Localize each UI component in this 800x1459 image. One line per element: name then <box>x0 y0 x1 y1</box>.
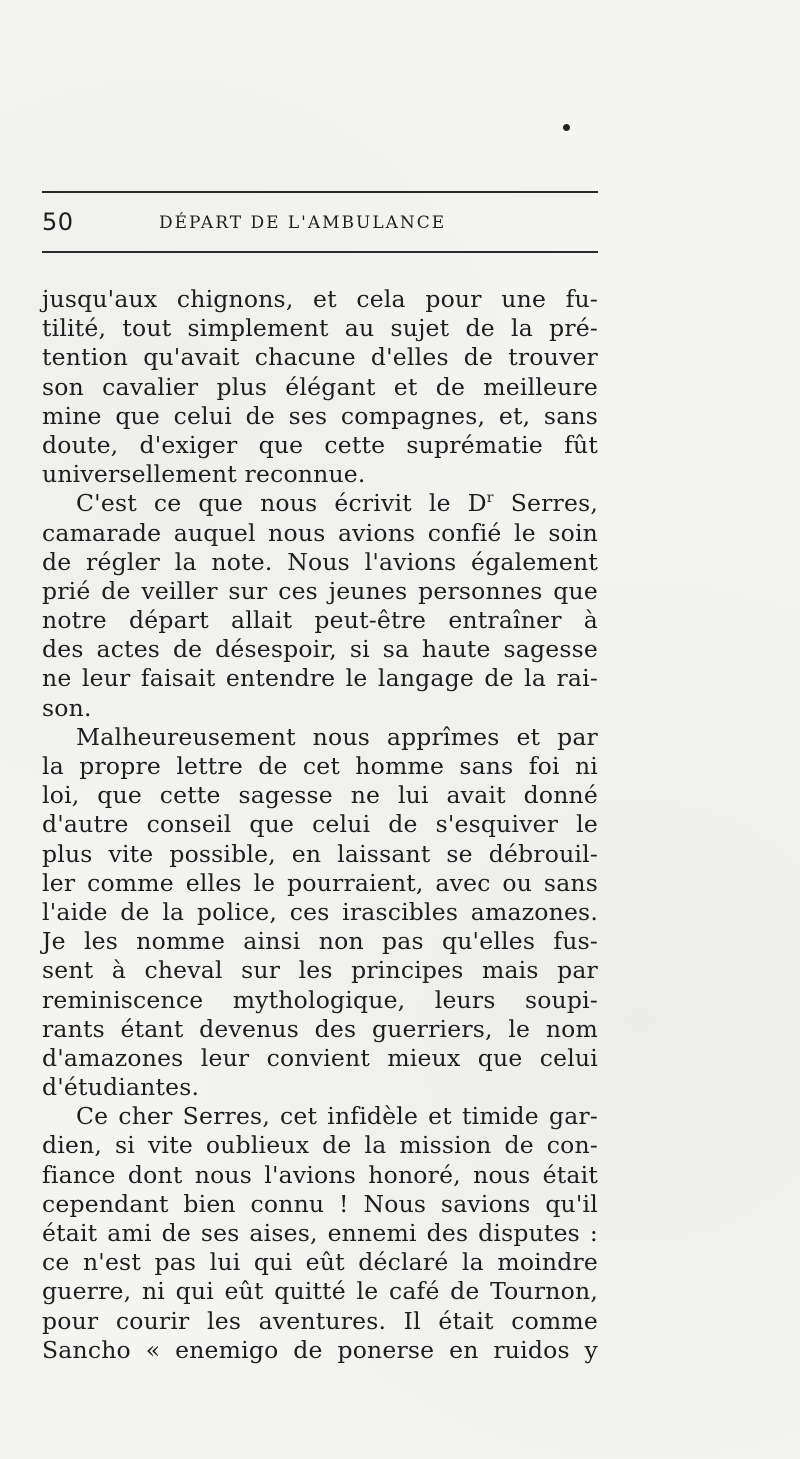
text-line: fiance dont nous l'avions honoré, nous était <box>42 1160 598 1189</box>
text-line: rants étant devenus des guerriers, le nom <box>42 1014 598 1043</box>
text-line: d'autre conseil que celui de s'esquiver le <box>42 810 598 839</box>
text-line: Ce cher Serres, cet infidèle et timide gar- <box>76 1102 598 1131</box>
text-line: sent à cheval sur les principes mais par <box>42 956 598 985</box>
header-rule-bottom <box>42 251 598 253</box>
text-line: d'amazones leur convient mieux que celui <box>42 1043 598 1072</box>
text-line: doute, d'exiger que cette suprématie fût <box>42 430 598 459</box>
page-header <box>42 208 598 244</box>
text-line: ler comme elles le pourraient, avec ou sans <box>42 868 598 897</box>
text-line: jusqu'aux chignons, et cela pour une fu- <box>42 285 598 313</box>
text-line: dien, si vite oublieux de la mission de con- <box>42 1131 598 1160</box>
text-line: plus vite possible, en laissant se débrouil- <box>42 839 598 868</box>
text-line: notre départ allait peut-être entraîner à <box>42 606 598 635</box>
text-line: était ami de ses aises, ennemi des disputes : <box>42 1219 598 1247</box>
text-line: des actes de désespoir, si sa haute sagesse <box>42 635 598 664</box>
text-line: pour courir les aventures. Il était comme <box>42 1306 598 1335</box>
text-line: Malheureusement nous apprîmes et par <box>76 722 598 751</box>
text-line: camarade auquel nous avions confié le soin <box>42 518 598 547</box>
ink-dot <box>563 124 570 131</box>
text-line: mine que celui de ses compagnes, et, sans <box>42 401 598 430</box>
text-line: Je les nomme ainsi non pas qu'elles fus- <box>42 927 598 956</box>
page-number: 50 <box>42 208 74 236</box>
text-line: d'étudiantes. <box>42 1073 200 1102</box>
text-line: son cavalier plus élégant et de meilleure <box>42 372 598 401</box>
line-head: C'est ce que nous écrivit le D <box>76 489 487 518</box>
line-tail: Serres, <box>493 489 599 518</box>
text-line: prié de veiller sur ces jeunes personnes que <box>42 576 598 605</box>
text-line: la propre lettre de cet homme sans foi ni <box>42 752 598 780</box>
text-line: de régler la note. Nous l'avions également <box>42 547 598 576</box>
text-line: tilité, tout simplement au sujet de la pré- <box>42 314 598 343</box>
text-line: ce n'est pas lui qui eût déclaré la moindre <box>42 1248 598 1277</box>
text-line: l'aide de la police, ces irascibles amazones. <box>42 897 598 926</box>
running-title: DÉPART DE L'AMBULANCE <box>159 213 447 233</box>
text-line: guerre, ni qui eût quitté le café de Tournon, <box>42 1277 598 1306</box>
text-line-with-superscript <box>42 489 598 518</box>
text-line: cependant bien connu ! Nous savions qu'il <box>42 1189 598 1218</box>
header-rule-top <box>42 191 598 193</box>
text-line: ne leur faisait entendre le langage de la rai- <box>42 664 598 693</box>
text-line: universellement reconnue. <box>42 460 366 489</box>
body-text <box>42 285 598 1365</box>
text-line: reminiscence mythologique, leurs soupi- <box>42 985 598 1014</box>
text-line: Sancho « enemigo de ponerse en ruidos y <box>42 1335 598 1364</box>
text-line: son. <box>42 693 92 722</box>
text-line: loi, que cette sagesse ne lui avait donné <box>42 781 598 810</box>
superscript: r <box>486 490 494 507</box>
text-line: tention qu'avait chacune d'elles de trouver <box>42 343 598 372</box>
